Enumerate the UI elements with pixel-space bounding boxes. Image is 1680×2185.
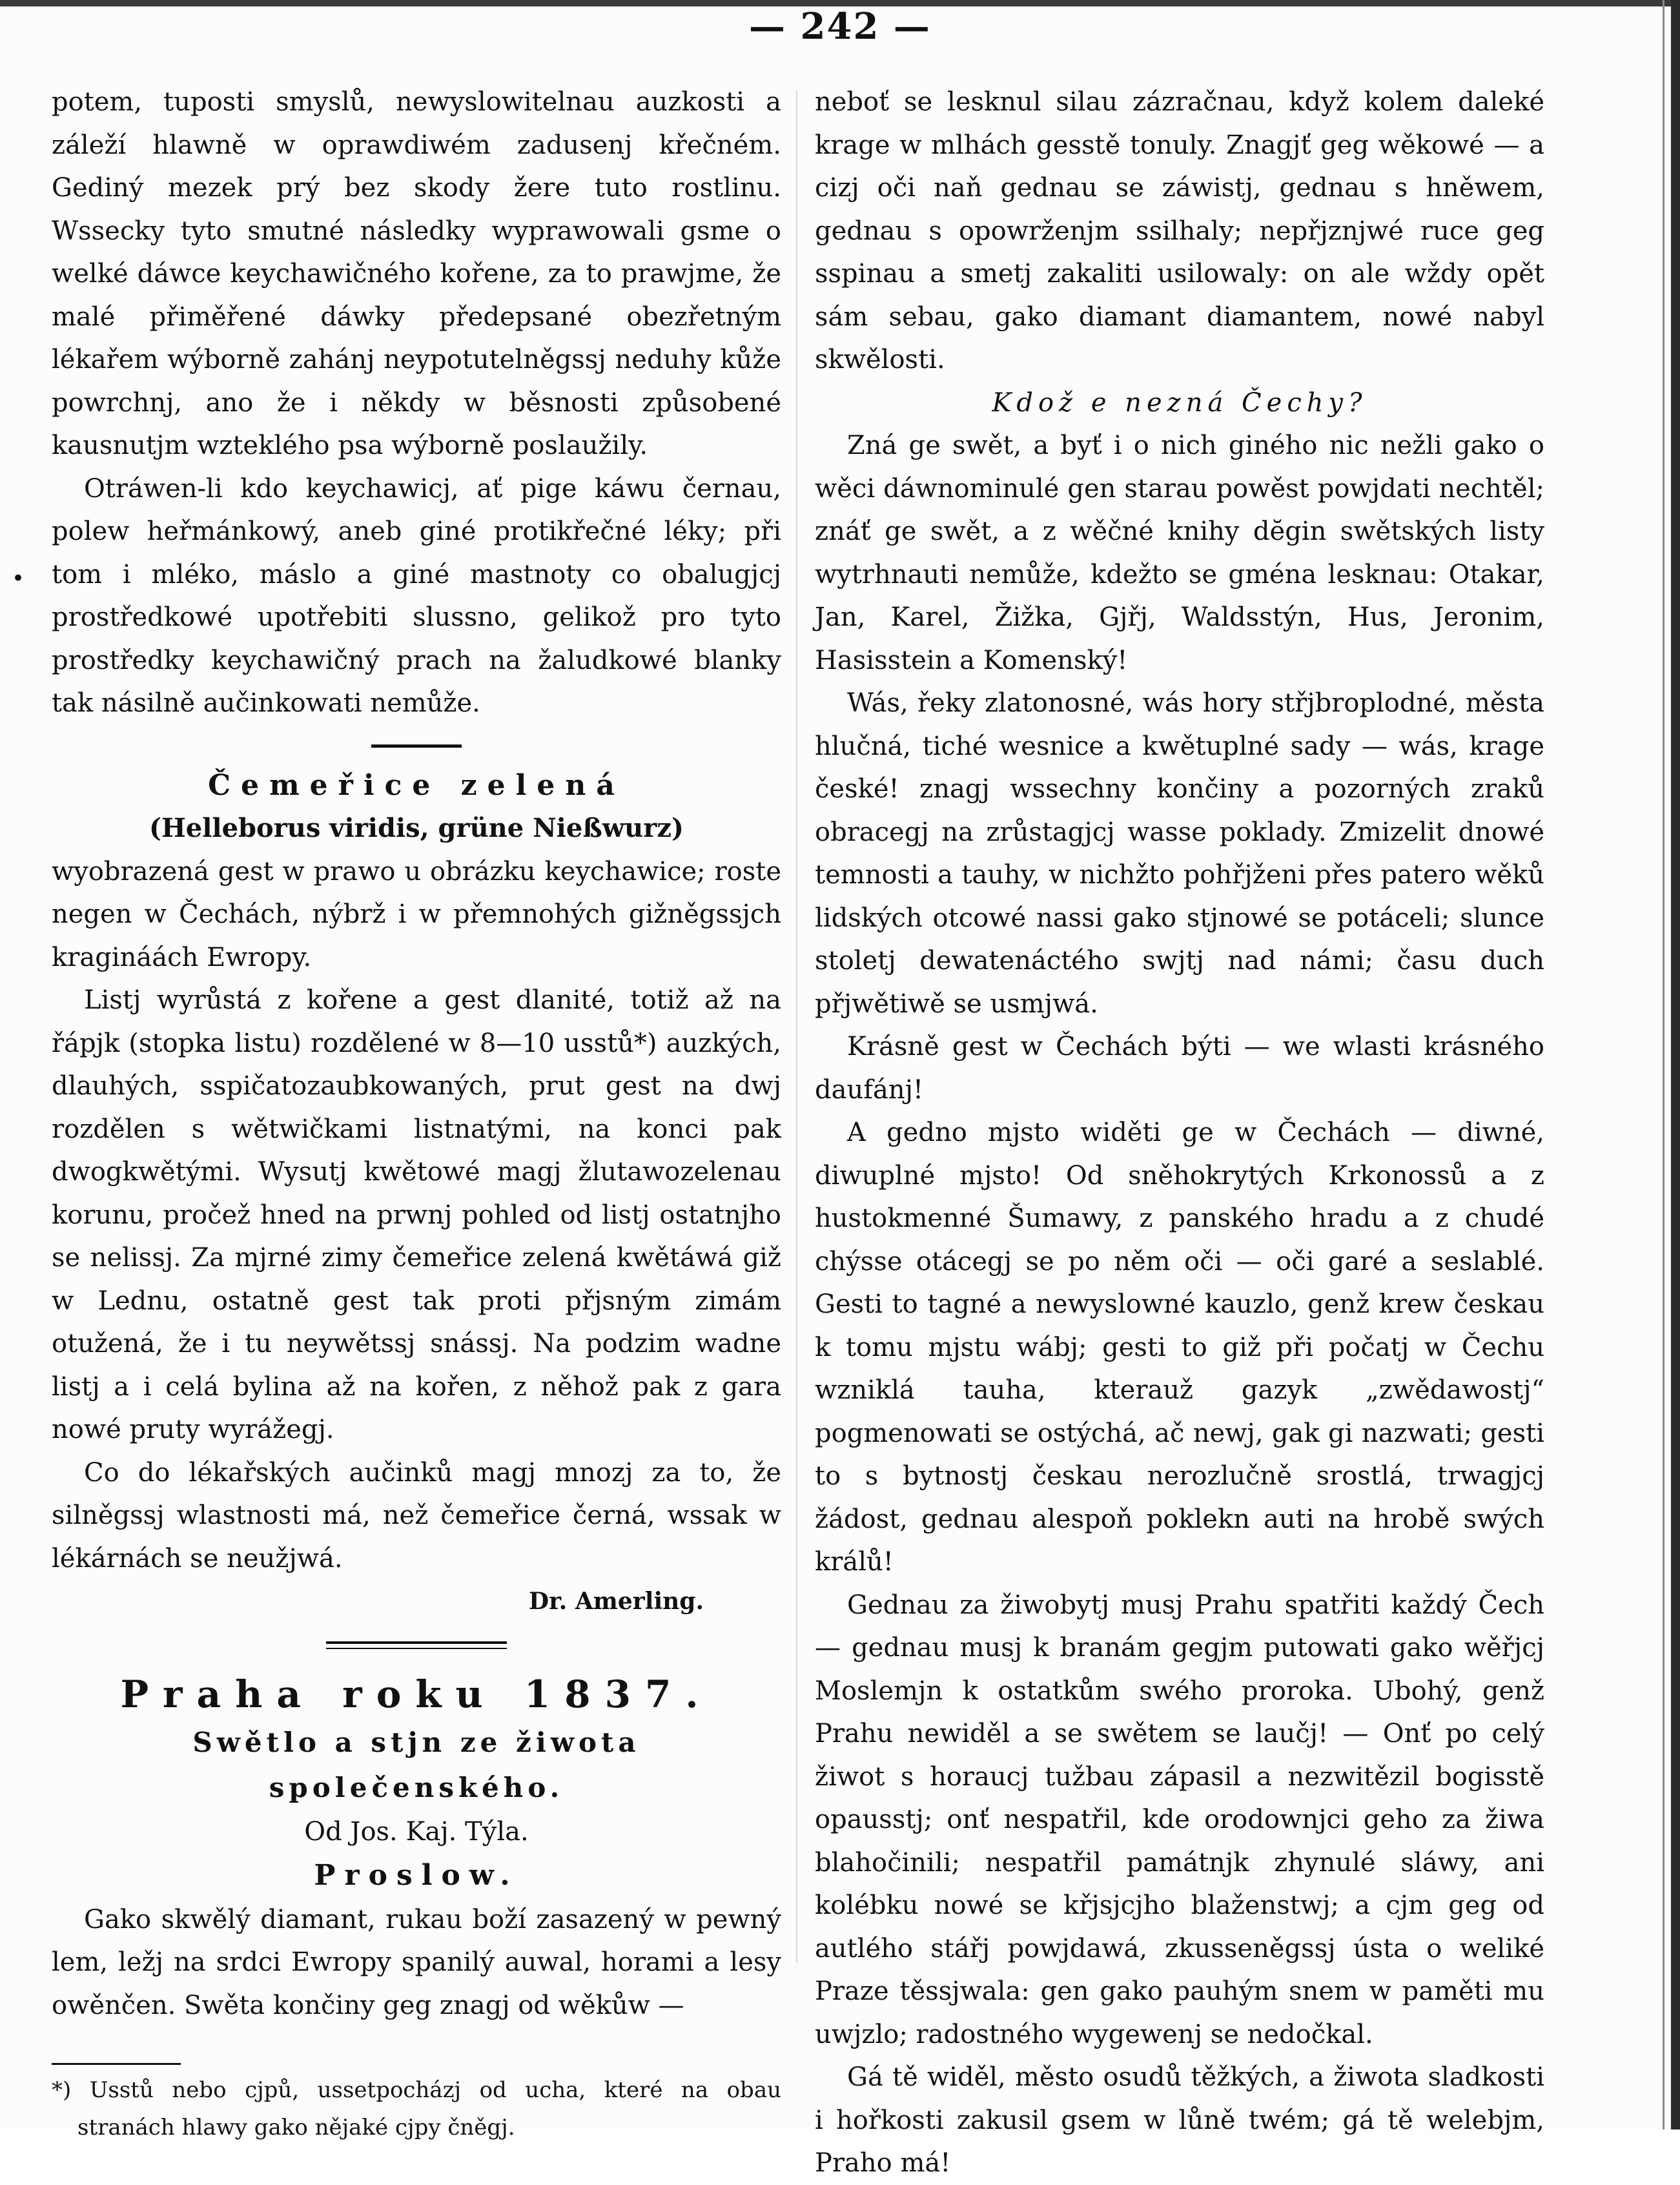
left-column bbox=[52, 81, 781, 2146]
paragraph: wyobrazená gest w prawo u obrázku keychawice; roste negen w Čechách, nýbrž i w přemnohých gižněgssjch kragináách Ewropy. bbox=[52, 856, 781, 972]
paragraph: Gako skwělý diamant, rukau boží zasazený w pewný lem, ležj na srdci Ewropy spanilý auwal, horami a lesy owěnčen. Swěta končiny geg znagj od wěkůw — bbox=[52, 1904, 781, 2020]
right-column bbox=[815, 81, 1544, 2185]
prolog-heading: Proslow. bbox=[314, 1858, 519, 1892]
section-divider bbox=[371, 744, 462, 748]
section-subheading: (Helleborus viridis, grüne Nießwurz) bbox=[149, 813, 684, 843]
paragraph: Wás, řeky zlatonosné, wás hory střjbroplodné, města hlučná, tiché wesnice a kwětuplné sady — wás, krage české! znagj wssechny končiny a pozorných zraků obracegj na zrůstagjcj wasse poklady. Zmizelit dnowé temnosti a tauhy, w nichžto pohřjženi přes patero wěků lidských otcowé nassi gako stjnowé se potáceli; slunce stoletj dewatenáctého swjtj nad námi; času duch přjwětiwě se usmjwá. bbox=[815, 688, 1544, 1019]
footnote: *) Usstů nebo cjpů, ussetpocházj od ucha, které na obau stranách hlawy gako nějaké cjpy čněgj. bbox=[52, 2077, 781, 2140]
page-right-edge bbox=[1671, 0, 1680, 2129]
paragraph: Gá tě widěl, město osudů těžkých, a žiwota sladkosti i hořkosti zakusil gsem w lůně twém; gá tě welebjm, Praho má! bbox=[815, 2062, 1544, 2178]
article-subtitle: Swětlo a stjn ze žiwota společenského. bbox=[192, 1726, 640, 1803]
paragraph: Otráwen-li kdo keychawicj, ať pige káwu černau, polew heřmánkowý, aneb giné protikřečné léky; při tom i mléko, máslo a giné mastnoty co obalugjcj prostředkowé upotřebiti slussno, gelikož pro tyto prostředky keychawičný prach na žaludkowé blanky tak násilně aučinkowati nemůže. bbox=[52, 473, 781, 718]
author-signature: Dr. Amerling. bbox=[528, 1588, 704, 1615]
margin-mark: • bbox=[12, 566, 25, 591]
paragraph: A gedno mjsto widěti ge w Čechách — diwné, diwuplné mjsto! Od sněhokrytých Krkonossů a z hustokmenné Šumawy, z panského hradu a z chudé chýsse otácegj se po něm oči — oči garé a seslablé. Gesti to tagné a newyslowné kauzlo, genž krew českau k tomu mjstu wábj; gesti to giž při počatj w Čechu wzniklá tauha, kterauž gazyk „zwědawostj“ pogmenowati se ostýchá, ač newj, gak gi nazwati; gesti to s bytnostj českau nerozlučně srostlá, trwagjcj žádost, gednau alespoň poklekn auti na hrobě swých králů! bbox=[815, 1118, 1544, 1577]
paragraph: Listj wyrůstá z kořene a gest dlanité, totiž až na řápjk (stopka listu) rozdělené w 8—10 usstů*) auzkých, dlauhých, sspičatozaubkowaných, prut gest na dwj rozdělen s wětwičkami listnatými, na konci pak dwogkwětými. Wysutj kwětowé magj žlutawozelenau korunu, pročež hned na prwnj pohled od listj ostatnjho se nelissj. Za mjrné zimy čemeřice zelená kwětáwá giž w Lednu, ostatně gest tak proti přjsným zimám otužená, že i tu neywětssj snássj. Na podzim wadne listj a i celá bylina až na kořen, z něhož pak z gara nowé pruty wyrážegj. bbox=[52, 985, 781, 1444]
column-divider bbox=[796, 90, 797, 1963]
paragraph: Krásně gest w Čechách býti — we wlasti krásného daufánj! bbox=[815, 1032, 1544, 1105]
paragraph: Co do lékařských aučinků magj mnozj za to, že silněgssj wlastnosti má, než čemeřice černá, wssak w lékárnách se neužjwá. bbox=[52, 1457, 781, 1574]
article-title: Praha roku 1837. bbox=[120, 1672, 713, 1716]
paragraph: neboť se lesknul silau zázračnau, když kolem daleké krage w mlhách gesstě tonuly. Znagjť geg wěkowé — a cizj oči naň gednau se záwistj, gednau s hněwem, gednau s opowrženjm ssilhaly; nepřjznjwé ruce geg sspinau a smetj zakaliti usilowaly: on ale wždy opět sám sebau, gako diamant diamantem, nowé nabyl skwělosti. bbox=[815, 87, 1544, 374]
paragraph: Zná ge swět, a byť i o nich giného nic nežli gako o wěci dáwnominulé gen starau powěst powjdati nechtěl; znáť ge swět, a z wěčné knihy dĕgin swětských listy wytrhnauti nemůže, kdežto se gména lesknau: Otakar, Jan, Karel, Žižka, Gjřj, Waldsstýn, Hus, Jeronim, Hasisstein a Komenský! bbox=[815, 431, 1544, 675]
page-right-edge-line bbox=[1663, 0, 1665, 2129]
page-number: — 242 — bbox=[749, 5, 931, 48]
article-divider bbox=[326, 1641, 507, 1649]
section-heading: Čemeřice zelená bbox=[208, 768, 625, 802]
article-author: Od Jos. Kaj. Týla. bbox=[304, 1816, 529, 1847]
section-heading: Kdož e nezná Čechy? bbox=[992, 387, 1368, 418]
footnote-rule bbox=[52, 2063, 181, 2065]
paragraph: Gednau za žiwobytj musj Prahu spatřiti každý Čech — gednau musj k branám gegjm putowati gako wěřjcj Moslemjn k ostatkům swého proroka. Ubohý, genž Prahu newiděl a se swětem se laučj! — Onť po celý žiwot s horaucj tužbau zápasil a nezwitězil bogisstě opausstj; onť nespatřil, kde orodownjci geho za žiwa blahočinili; nespatřil památnjk zhynulé sláwy, ani kolébku nowé se křjsjcjho blaženstwj; a cjm geg od autlého stářj powjdawá, zkusseněgssj ústa o weliké Praze těssjwala: gen gako pauhým snem w paměti mu uwjzlo; radostného wygewenj se nedočkal. bbox=[815, 1590, 1544, 2049]
paragraph: potem, tuposti smyslů, newyslowitelnau auzkosti a záleží hlawně w oprawdiwém zadusenj křečném. Gediný mezek prý bez skody žere tuto rostlinu. Wssecky tyto smutné následky wyprawowali gsme o welké dáwce keychawičného kořene, za to prawjme, že malé přiměřené dáwky předepsané obezřetným lékařem wýborně zahánj neypotutelněgssj neduhy kůže powrchnj, ano že i někdy w běsnosti způsobené kausnutjm wzteklého psa wýborně poslaužily. bbox=[52, 87, 781, 460]
